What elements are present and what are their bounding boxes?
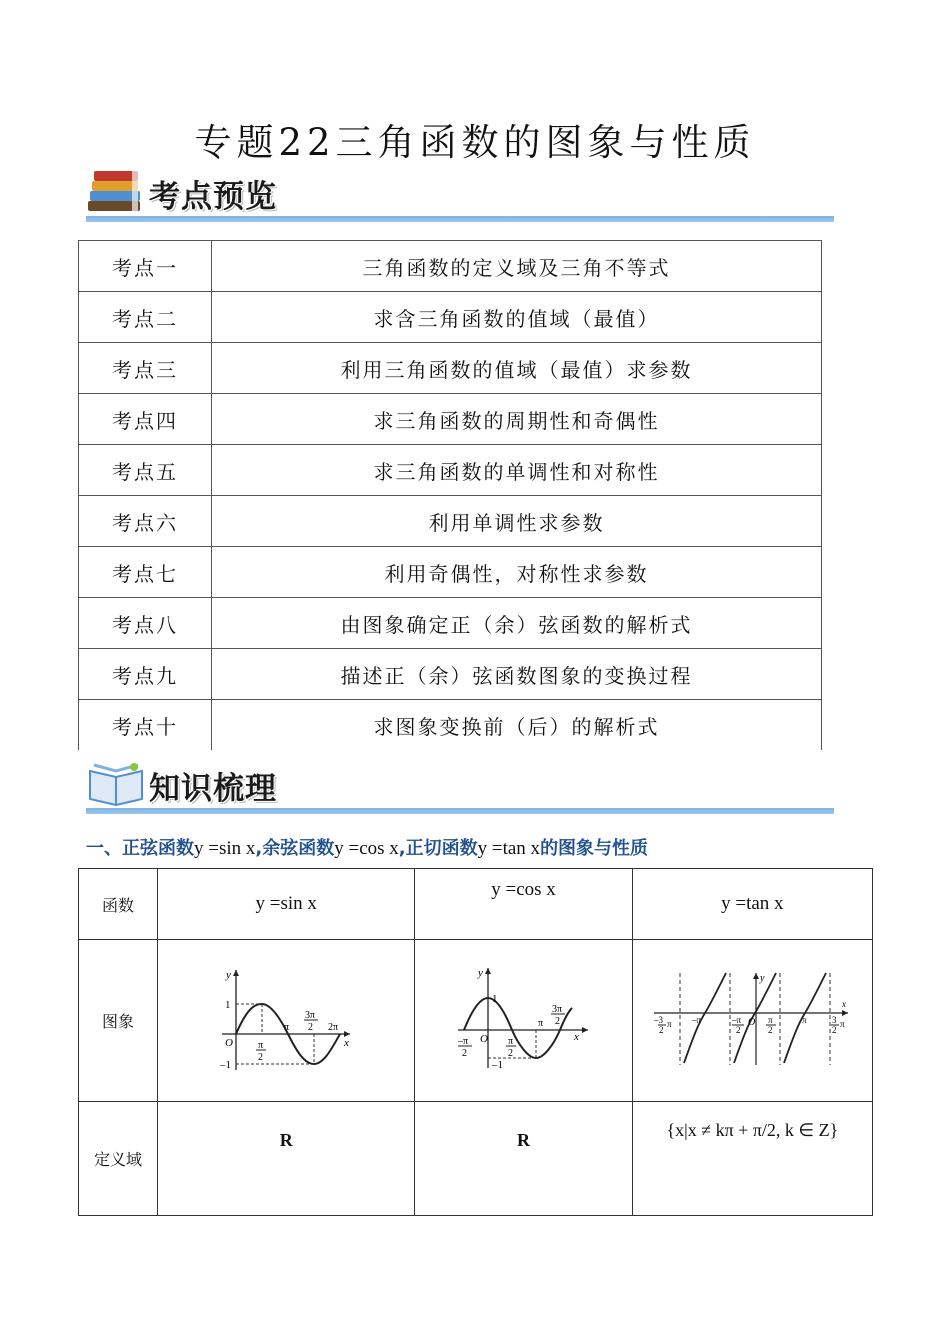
topic-desc: 利用单调性求参数 bbox=[212, 496, 822, 547]
topic-row bbox=[79, 241, 822, 292]
svg-text:1: 1 bbox=[491, 992, 498, 1005]
section-rule bbox=[86, 216, 834, 222]
section-label: 知识梳理 bbox=[149, 771, 277, 807]
topic-desc: 求图象变换前（后）的解析式 bbox=[212, 700, 822, 751]
svg-text:3π: 3π bbox=[551, 1003, 562, 1015]
subheading-part: ,正切函数 bbox=[398, 838, 478, 859]
topic-row bbox=[79, 292, 822, 343]
topic-desc: 利用奇偶性，对称性求参数 bbox=[212, 547, 822, 598]
topic-row bbox=[79, 649, 822, 700]
svg-text:3: 3 bbox=[832, 1014, 837, 1025]
svg-text:π: π bbox=[840, 1018, 845, 1029]
topic-id: 考点七 bbox=[79, 547, 212, 598]
svg-text:x: x bbox=[344, 1036, 350, 1049]
tan-graph-cell bbox=[632, 940, 872, 1102]
subheading-part: ,余弦函数 bbox=[255, 838, 335, 859]
topic-row bbox=[79, 700, 822, 751]
svg-text:2: 2 bbox=[768, 1024, 773, 1035]
svg-text:2: 2 bbox=[554, 1015, 560, 1027]
tan-header: y =tan x bbox=[632, 869, 872, 940]
svg-text:2: 2 bbox=[507, 1047, 513, 1059]
svg-text:2π: 2π bbox=[328, 1021, 339, 1033]
svg-text:2: 2 bbox=[258, 1051, 264, 1063]
topic-id: 考点八 bbox=[79, 598, 212, 649]
svg-text:2: 2 bbox=[736, 1024, 741, 1035]
topic-row bbox=[79, 394, 822, 445]
cos-graph-cell bbox=[415, 940, 632, 1102]
svg-text:–3: –3 bbox=[654, 1014, 664, 1025]
topic-row bbox=[79, 343, 822, 394]
svg-text:2: 2 bbox=[461, 1047, 467, 1059]
svg-text:–1: –1 bbox=[491, 1058, 503, 1071]
cos-formula: y =cos x bbox=[334, 838, 399, 859]
topic-id: 考点一 bbox=[79, 241, 212, 292]
topic-desc: 描述正（余）弦函数图象的变换过程 bbox=[212, 649, 822, 700]
section-label: 考点预览 bbox=[149, 179, 277, 215]
topic-id: 考点十 bbox=[79, 700, 212, 751]
cos-graph bbox=[454, 964, 594, 1074]
topic-id: 考点四 bbox=[79, 394, 212, 445]
svg-text:π: π bbox=[258, 1039, 264, 1051]
open-book-icon bbox=[86, 757, 146, 807]
properties-table bbox=[78, 868, 873, 1216]
subheading-part: 的图象与性质 bbox=[540, 838, 649, 859]
sin-formula: y =sin x bbox=[194, 838, 256, 859]
svg-text:O: O bbox=[225, 1036, 234, 1049]
topic-row bbox=[79, 445, 822, 496]
topic-desc: 求含三角函数的值域（最值） bbox=[212, 292, 822, 343]
topic-row bbox=[79, 496, 822, 547]
svg-text:O: O bbox=[748, 1016, 756, 1028]
svg-text:–1: –1 bbox=[220, 1058, 232, 1071]
svg-text:–π: –π bbox=[692, 1014, 702, 1025]
topic-desc: 求三角函数的周期性和奇偶性 bbox=[212, 394, 822, 445]
svg-text:2: 2 bbox=[659, 1024, 664, 1035]
svg-text:x: x bbox=[573, 1030, 579, 1043]
topic-desc: 求三角函数的单调性和对称性 bbox=[212, 445, 822, 496]
svg-text:π: π bbox=[667, 1018, 672, 1029]
svg-text:y: y bbox=[477, 966, 483, 979]
sin-graph bbox=[216, 964, 356, 1074]
subheading-part: 一、正弦函数 bbox=[86, 838, 194, 859]
cos-header: y =cos x bbox=[415, 869, 632, 940]
svg-text:π: π bbox=[507, 1035, 513, 1047]
sin-header: y =sin x bbox=[158, 869, 415, 940]
page-title: 专题22三角函数的图象与性质 bbox=[194, 121, 756, 164]
topic-id: 考点六 bbox=[79, 496, 212, 547]
topic-id: 考点九 bbox=[79, 649, 212, 700]
row-label-function: 函数 bbox=[79, 869, 158, 940]
topic-id: 考点二 bbox=[79, 292, 212, 343]
svg-text:x: x bbox=[842, 998, 847, 1009]
section-rule bbox=[86, 808, 834, 814]
svg-text:3π: 3π bbox=[305, 1009, 316, 1021]
topic-id: 考点三 bbox=[79, 343, 212, 394]
tan-formula: y =tan x bbox=[477, 838, 541, 859]
topics-table bbox=[78, 240, 822, 750]
sin-graph-cell bbox=[158, 940, 415, 1102]
topic-row bbox=[79, 598, 822, 649]
section-header-knowledge bbox=[86, 757, 836, 815]
section-header-preview bbox=[86, 165, 836, 223]
svg-text:2: 2 bbox=[832, 1024, 837, 1035]
cos-domain: R bbox=[415, 1102, 632, 1216]
tan-domain: {x|x ≠ kπ + π/2, k ∈ Z} bbox=[632, 1102, 872, 1216]
topic-id: 考点五 bbox=[79, 445, 212, 496]
svg-text:π: π bbox=[802, 1014, 807, 1025]
row-label-graph: 图象 bbox=[79, 940, 158, 1102]
topic-desc: 三角函数的定义域及三角不等式 bbox=[212, 241, 822, 292]
svg-text:1: 1 bbox=[225, 998, 231, 1011]
topic-row bbox=[79, 547, 822, 598]
svg-text:–π: –π bbox=[457, 1035, 468, 1047]
row-label-domain: 定义域 bbox=[79, 1102, 158, 1216]
svg-text:O: O bbox=[479, 1032, 488, 1045]
tan-graph bbox=[652, 969, 852, 1069]
svg-text:2: 2 bbox=[308, 1021, 314, 1033]
topic-desc: 由图象确定正（余）弦函数的解析式 bbox=[212, 598, 822, 649]
subheading bbox=[86, 834, 648, 860]
topic-desc: 利用三角函数的值域（最值）求参数 bbox=[212, 343, 822, 394]
sin-domain: R bbox=[158, 1102, 415, 1216]
svg-text:π: π bbox=[537, 1017, 543, 1029]
svg-text:y: y bbox=[760, 972, 765, 984]
svg-text:–π: –π bbox=[732, 1014, 742, 1025]
svg-text:y: y bbox=[226, 968, 232, 981]
books-icon bbox=[86, 165, 146, 215]
svg-text:π: π bbox=[284, 1021, 290, 1033]
svg-text:π: π bbox=[768, 1014, 773, 1025]
